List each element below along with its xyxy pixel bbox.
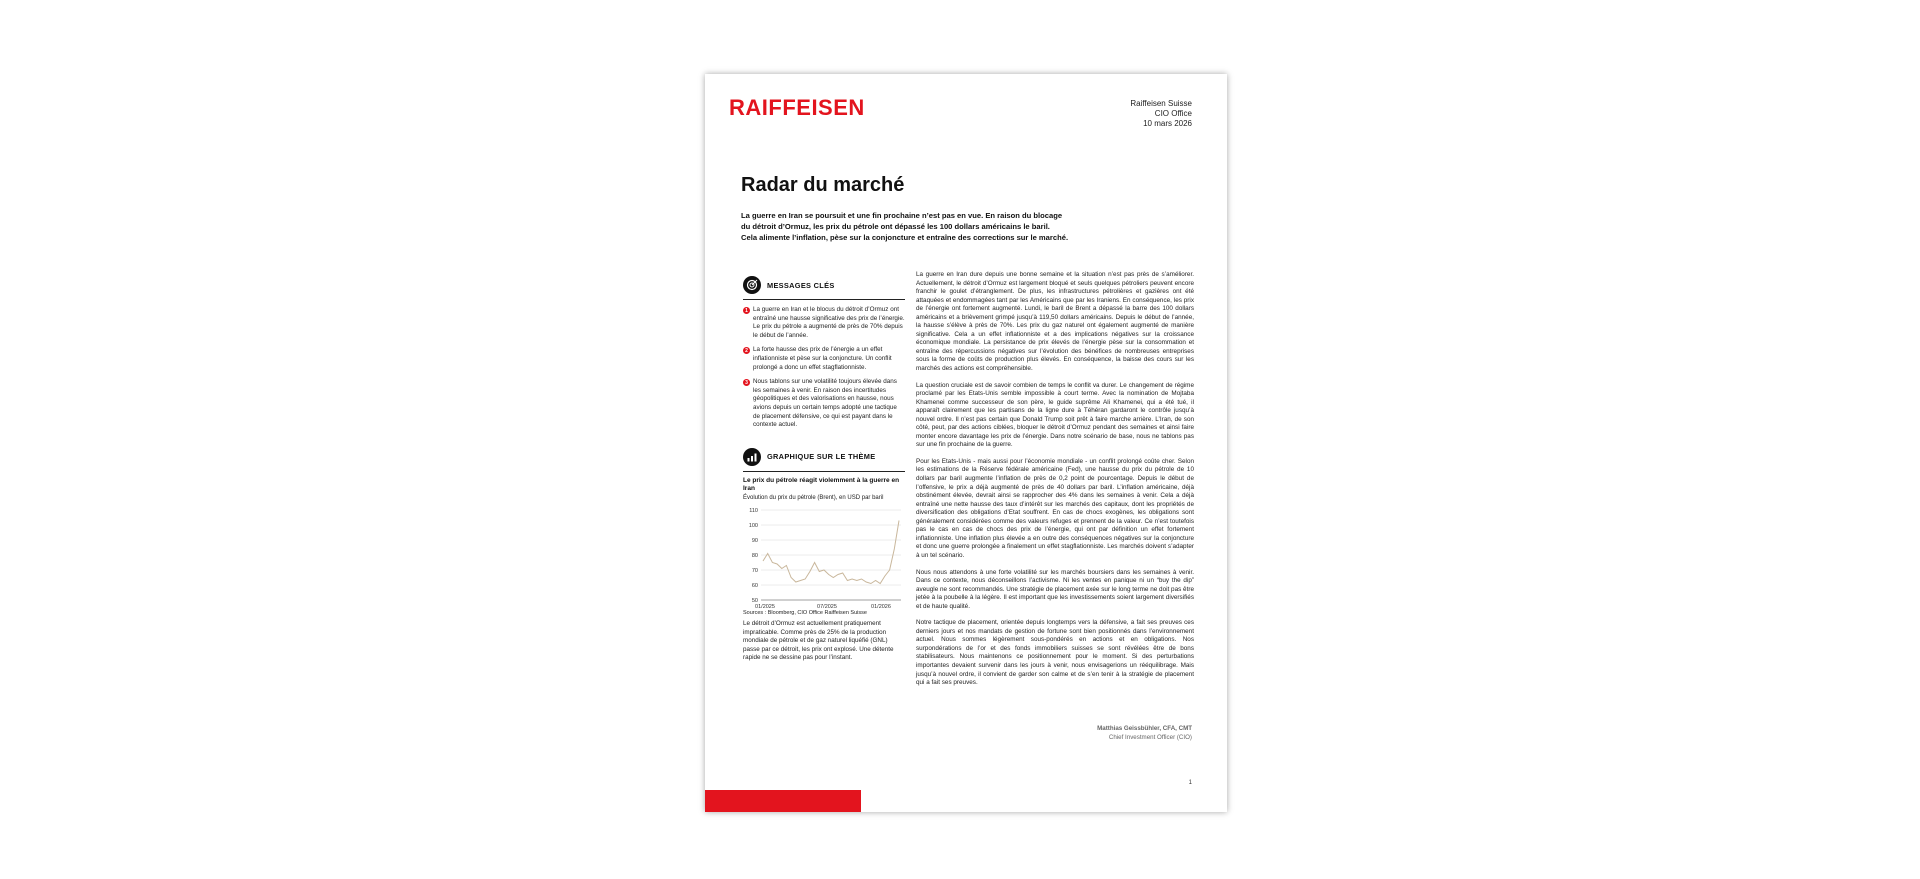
lead-paragraph	[741, 210, 1121, 243]
y-tick-label: 100	[748, 522, 758, 529]
key-message-text: La forte hausse des prix de l’énergie a un effet inflationniste et pèse sur la conjoncture. Un conflit prolongé a donc un effet stagflationniste.	[753, 346, 892, 371]
sender-org: Raiffeisen Suisse	[1130, 99, 1192, 108]
document-date: 10 mars 2026	[1143, 119, 1192, 128]
chart-title: Le prix du pétrole réagit violemment à la guerre en Iran	[743, 476, 900, 493]
y-tick-label: 60	[751, 582, 758, 589]
body-paragraph: La question cruciale est de savoir combien de temps le conflit va durer. Le changement de régime proclamé par les Etats-Unis semble impossible à court terme. Avec la nomination de Mojtaba Khamenei comme successeur de son père, le guide suprême Ali Khamenei, qui a été tué, il apparaît clairement que les partisans de la ligne dure à Téhéran gardaront le contrôle jusqu’à nouvel ordre. Il n’est pas certain que Donald Trump soit prêt à faire marche arrière. L’Iran, de son côté, peut, par des actions ciblées, bloquer le détroit d’Ormuz pendant des semaines et ainsi faire monter encore davantage les prix de l’énergie. Dans notre scénario de base, nous ne tablons pas sur une fin prochaine de la guerre.	[916, 381, 1194, 449]
y-tick-label: 110	[749, 507, 758, 514]
key-message-text: La guerre en Iran et le blocus du détroit d’Ormuz ont entraîné une hausse significative des prix de l’énergie. Le prix du pétrole a augmenté de près de 70% depuis le début de l’année.	[753, 306, 905, 339]
y-tick-label: 90	[751, 537, 758, 544]
bullet-number: 3	[743, 379, 750, 386]
chart-svg	[743, 502, 905, 610]
y-tick-label: 50	[751, 597, 758, 604]
target-icon	[743, 276, 761, 294]
oil-price-chart	[743, 502, 905, 610]
key-messages-header	[743, 274, 905, 300]
x-tick-label: 01/2026	[871, 603, 891, 610]
chart-caption: Le détroit d’Ormuz est actuellement pratiquement impraticable. Comme près de 25% de la production mondiale de pétrole et de gaz naturel liquéfié (GNL) passe par ce détroit, les prix ont explosé. Une détente rapide ne se dessine pas pour l’instant.	[743, 619, 894, 662]
x-tick-label: 01/2025	[755, 603, 775, 610]
theme-header	[743, 446, 905, 472]
series-line-brent	[763, 520, 899, 583]
body-paragraph: La guerre en Iran dure depuis une bonne semaine et la situation n’est pas près de s’améliorer. Actuellement, le détroit d’Ormuz est largement bloqué et seuls quelques pétroliers peuvent encore franchir le goulet d’étranglement. De plus, les infrastructures pétrolières et gazières ont été attaquées et endommagées tant par les Américains que par les Iraniens. En conséquence, les prix de l’énergie ont fortement augmenté. Lundi, le baril de Brent a dépassé la barre des 100 dollars américains et a brièvement grimpé jusqu’à 119,50 dollars américains. Depuis le début de l’année, la hausse s’élève à près de 70%. Les prix du gaz naturel ont également augmenté de manière significative. Cela a un effet inflationniste et a des implications négatives sur la croissance économique mondiale. La persistance de prix élevés de l’énergie pèse sur la consommation et entraîne des répercussions négatives sur l’évolution des bénéfices de nombreuses entreprises sous la forme de coûts de production plus élevés. En conséquence, la baisse des cours sur les marchés des actions est compréhensible.	[916, 271, 1194, 373]
x-tick-label: 07/2025	[817, 603, 837, 610]
list-item	[743, 306, 905, 340]
lead-line: La guerre en Iran se poursuit et une fin prochaine n’est pas en vue. En raison du blocage	[741, 211, 1063, 220]
key-message-text: Nous tablons sur une volatilité toujours élevée dans les semaines à venir. En raison des incertitudes géopolitiques et des valorisations en hausse, nous avions depuis un certain temps adopté une tactique de placement défensive, ce qui est payant dans le contexte actuel.	[753, 378, 897, 429]
bullet-number: 1	[743, 307, 750, 314]
body-paragraph: Pour les Etats-Unis - mais aussi pour l’économie mondiale - un conflit prolongé coûte cher. Selon les estimations de la Réserve fédérale américaine (Fed), une hausse du prix du pétrole de 10 dollars par baril augmente l’inflation de près de 0,2 point de pourcentage. Depuis le début de l’offensive, le prix a déjà augmenté de près de 40 dollars par baril. L’inflation américaine, déjà obstinément élevée, devrait ainsi se rapprocher des 4% dans les semaines à venir. Cela a déjà entraîné une nette hausse des taux d’intérêt sur les marchés des capitaux, dont les propriétés de diversification des obligations d’Etat souffrent. En cas de chocs exogènes, les obligations sont généralement considérées comme des valeurs refuges et prennent de la valeur. Ce n’est toutefois pas le cas en cas de chocs des prix de l’énergie, qui ont par définition un effet fortement inflationniste. Une inflation plus élevée a en outre des conséquences négatives sur la conjoncture et donc une guerre prolongée a finalement un effet stagflationniste. Les marchés doivent s’adapter à un tel scénario.	[916, 457, 1194, 559]
bullet-number: 2	[743, 347, 750, 354]
page-number: 1	[1188, 780, 1192, 786]
key-messages-list	[743, 306, 905, 430]
y-tick-label: 80	[751, 552, 758, 559]
page-title: Radar du marché	[741, 174, 905, 196]
lead-line: Cela alimente l’inflation, pèse sur la conjoncture et entraîne des corrections sur le marché.	[741, 233, 1069, 242]
body-column	[916, 271, 1194, 696]
body-paragraph: Nous nous attendons à une forte volatilité sur les marchés boursiers dans les semaines à venir. Dans ce contexte, nous déconseillons l’activisme. Ni les ventes en panique ni un “buy the dip” aveugle ne sont recommandés. Une stratégie de placement axée sur le long terme ne doit pas être jetée à la poubelle à la légère. Il est important que les investissements soient largement diversifiés et de haute qualité.	[916, 568, 1194, 610]
lead-line: du détroit d’Ormuz, les prix du pétrole ont dépassé les 100 dollars américains le baril.	[741, 222, 1050, 231]
brand-color-bar	[705, 790, 861, 812]
raiffeisen-logo: RAIFFEISEN	[729, 95, 865, 120]
document-page	[705, 74, 1227, 812]
chart-subtitle: Évolution du prix du pétrole (Brent), en USD par baril	[743, 494, 884, 501]
sender-dept: CIO Office	[1154, 109, 1192, 118]
key-messages-title: MESSAGES CLÉS	[767, 280, 835, 290]
signature-block	[1097, 725, 1192, 742]
y-tick-label: 70	[751, 567, 758, 574]
list-item	[743, 346, 905, 372]
author-role: Chief Investment Officer (CIO)	[1108, 733, 1192, 741]
chart-source: Sources : Bloomberg, CIO Office Raiffeisen Suisse	[743, 609, 867, 616]
theme-section	[743, 446, 905, 663]
body-paragraph: Notre tactique de placement, orientée depuis longtemps vers la défensive, a fait ses preuves ces derniers jours et nos mandats de gestion de fortune sont bien positionnés dans l’environnement actuel. Nous sommes légèrement sous-pondérés en actions et en obligations. Nos surpondérations de l’or et des fonds immobiliers suisses se sont révélées être de bons stabilisateurs. Nous maintenons ce positionnement pour le moment. Si des perturbations importantes devaient survenir dans les jours à venir, nous envisagerions un rééquilibrage. Mais jusqu’à nouvel ordre, il convient de garder son calme et de s’en tenir à la stratégie de placement qui a fait ses preuves.	[916, 619, 1194, 687]
author-name: Matthias Geissbühler, CFA, CMT	[1097, 725, 1192, 732]
sender-block	[1130, 99, 1192, 129]
list-item	[743, 378, 905, 430]
theme-title: GRAPHIQUE SUR LE THÈME	[767, 452, 876, 462]
chart-icon	[743, 448, 761, 466]
sidebar-column	[743, 274, 905, 663]
